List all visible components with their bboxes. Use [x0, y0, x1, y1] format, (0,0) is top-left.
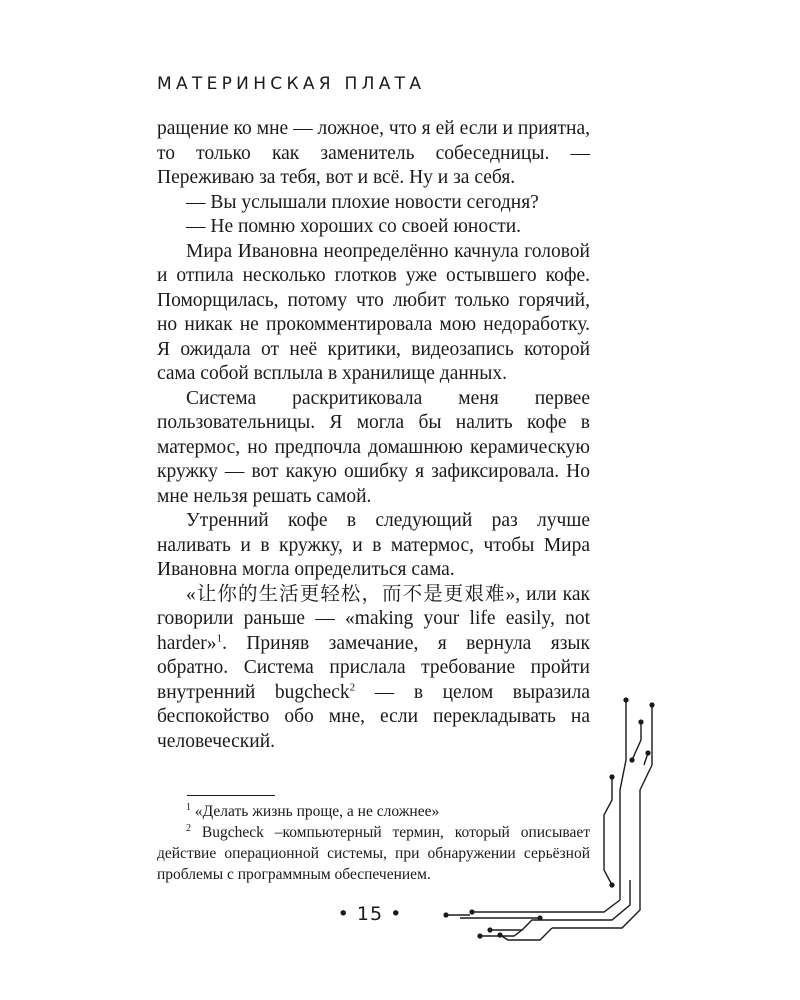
footnote-number: 2 [186, 822, 191, 834]
page-number: • 15 • [337, 903, 403, 925]
paragraph-text: «让你的生活更轻松，而不是更艰难», или как говорили раньше — «making your life easily, not harder» [157, 583, 590, 654]
footnote-text: Bugcheck –компьютерный термин, который описывает действие операционной системы, при обнаружении серьёзной проблемы с программным обеспечением. [157, 824, 590, 883]
body-text [157, 117, 590, 754]
footnote [157, 801, 590, 822]
footnote-ref[interactable]: 1 [216, 632, 223, 644]
paragraph-text: . Приняв замечание, я вернула язык обратно. Система прислала требование пройти внутренний bugcheck [157, 632, 590, 703]
footnote-text: «Делать жизнь проще, а не сложнее» [191, 803, 440, 820]
footnotes [157, 801, 590, 885]
dialogue-line: — Не помню хороших со своей юности. [186, 216, 522, 237]
paragraph: ращение ко мне — ложное, что я ей если и приятна, то только как заменитель собеседницы. — Переживаю за тебя, вот и всё. Ну и за себя. [157, 118, 590, 188]
paragraph-text: — в целом выразила беспокойство обо мне, если перекладывать на человеческий. [157, 681, 590, 752]
paragraph: Утренний кофе в следующий раз лучше наливать и в кружку, и в матермос, чтобы Мира Ивановна могла определиться сама. [157, 510, 590, 580]
running-header: МАТЕРИНСКАЯ ПЛАТА [157, 74, 426, 94]
dialogue-line: — Вы услышали плохие новости сегодня? [186, 191, 539, 213]
footnote-number: 1 [186, 801, 191, 813]
footnote [157, 822, 590, 885]
footnote-divider [187, 795, 275, 796]
footnote-ref[interactable]: 2 [349, 681, 356, 693]
paragraph: Система раскритиковала меня первее пользовательницы. Я могла бы налить кофе в матермос, но предпочла домашнюю керамическую кружку — вот какую ошибку я зафиксировала. Но мне нельзя решать самой. [157, 387, 590, 507]
paragraph: Мира Ивановна неопределённо качнула головой и отпила несколько глотков уже остывшего кофе. Поморщилась, потому что любит только горячий, но никак не прокомментировала мою недоработку. Я ожидала от неё критики, видеозапись которой сама собой всплыла в хранилище данных. [157, 240, 590, 384]
paragraph-with-footnotes [157, 583, 590, 755]
